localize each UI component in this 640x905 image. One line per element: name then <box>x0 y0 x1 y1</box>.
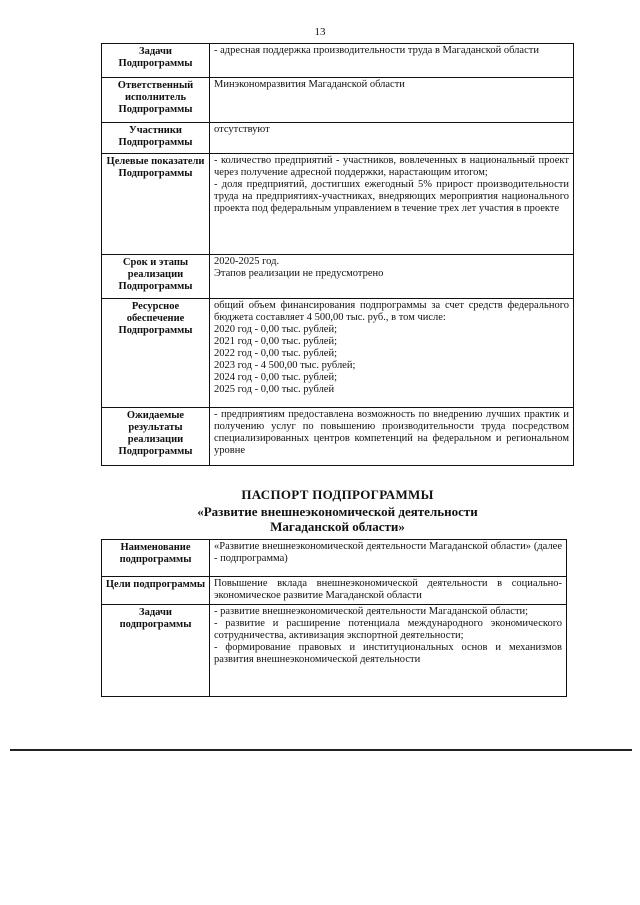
table-row <box>102 44 574 78</box>
table-row <box>102 299 574 408</box>
row-value <box>210 255 574 299</box>
value-line: Минэкономразвития Магаданской области <box>214 79 405 90</box>
value-line: 2025 год - 0,00 тыс. рублей <box>214 384 335 395</box>
row-label: Ожидаемые результаты реализации Подпрограммы <box>102 408 210 466</box>
value-line: 2022 год - 0,00 тыс. рублей; <box>214 348 338 359</box>
passport-title: ПАСПОРТ ПОДПРОГРАММЫ <box>241 487 434 502</box>
row-label: Задачи подпрограммы <box>102 605 210 697</box>
table-row <box>102 408 574 466</box>
value-line: 2024 год - 0,00 тыс. рублей; <box>214 372 338 383</box>
table-row <box>102 78 574 123</box>
row-label: Срок и этапы реализации Подпрограммы <box>102 255 210 299</box>
value-line: - развитие внешнеэкономической деятельности Магаданской области; <box>214 606 529 617</box>
value-line: - количество предприятий - участников, вовлеченных в национальный проект через получение адресной поддержки, нарастающим итогом; <box>214 155 569 178</box>
value-line: «Развитие внешнеэкономической деятельности Магаданской области» (далее - подпрограмма) <box>214 541 562 564</box>
row-value <box>210 540 567 577</box>
row-value <box>210 577 567 605</box>
table-row <box>102 154 574 255</box>
value-line: - развитие и расширение потенциала международного экономического сотрудничества, активизация экспортной деятельности; <box>214 618 562 641</box>
row-value <box>210 605 567 697</box>
row-label: Участники Подпрограммы <box>102 123 210 154</box>
value-line: Этапов реализации не предусмотрено <box>214 268 384 279</box>
value-line: Повышение вклада внешнеэкономической деятельности в социально-экономическое развитие Магаданской области <box>214 578 562 601</box>
table-row <box>102 577 567 605</box>
table-row <box>102 540 567 577</box>
row-value <box>210 78 574 123</box>
table-row <box>102 605 567 697</box>
row-value <box>210 154 574 255</box>
page-bottom-rule <box>10 749 632 751</box>
table-row <box>102 123 574 154</box>
row-value <box>210 123 574 154</box>
value-line: 2023 год - 4 500,00 тыс. рублей; <box>214 360 356 371</box>
row-label: Целевые показатели Подпрограммы <box>102 154 210 255</box>
row-value <box>210 44 574 78</box>
passport-subtitle-line2: Магаданской области» <box>270 519 405 534</box>
value-line: - адресная поддержка производительности труда в Магаданской области <box>214 45 539 56</box>
value-line: общий объем финансирования подпрограммы за счет средств федерального бюджета составляет 4 500,00 тыс. руб., в том числе: <box>214 300 569 323</box>
row-label: Наименование подпрограммы <box>102 540 210 577</box>
value-line: 2020-2025 год. <box>214 256 280 267</box>
value-line: отсутствуют <box>214 124 270 135</box>
row-label: Цели подпрограммы <box>102 577 210 605</box>
value-line: - формирование правовых и институциональных основ и механизмов развития внешнеэкономической деятельности <box>214 642 562 665</box>
table-row <box>102 255 574 299</box>
subprogram-passport-table <box>101 539 567 697</box>
row-value <box>210 299 574 408</box>
subprogram-passport-table-continued <box>101 43 574 466</box>
row-value <box>210 408 574 466</box>
value-line: - доля предприятий, достигших ежегодный 5% прирост производительности труда на предприятиях-участниках, внедряющих мероприятия национального проекта под федеральным управлением в течение трех лет участия в проекте <box>214 179 569 214</box>
row-label: Ответственный исполнитель Подпрограммы <box>102 78 210 123</box>
passport-subtitle-line1: «Развитие внешнеэкономической деятельности <box>197 504 478 519</box>
page-number: 13 <box>314 26 326 38</box>
value-line: - предприятиям предоставлена возможность по внедрению лучших практик и получению услуг по повышению производительности труда посредством специализированных центров компетенций на федеральном и региональном уровне <box>214 409 569 456</box>
value-line: 2021 год - 0,00 тыс. рублей; <box>214 336 338 347</box>
row-label: Задачи Подпрограммы <box>102 44 210 78</box>
value-line: 2020 год - 0,00 тыс. рублей; <box>214 324 338 335</box>
row-label: Ресурсное обеспечение Подпрограммы <box>102 299 210 408</box>
